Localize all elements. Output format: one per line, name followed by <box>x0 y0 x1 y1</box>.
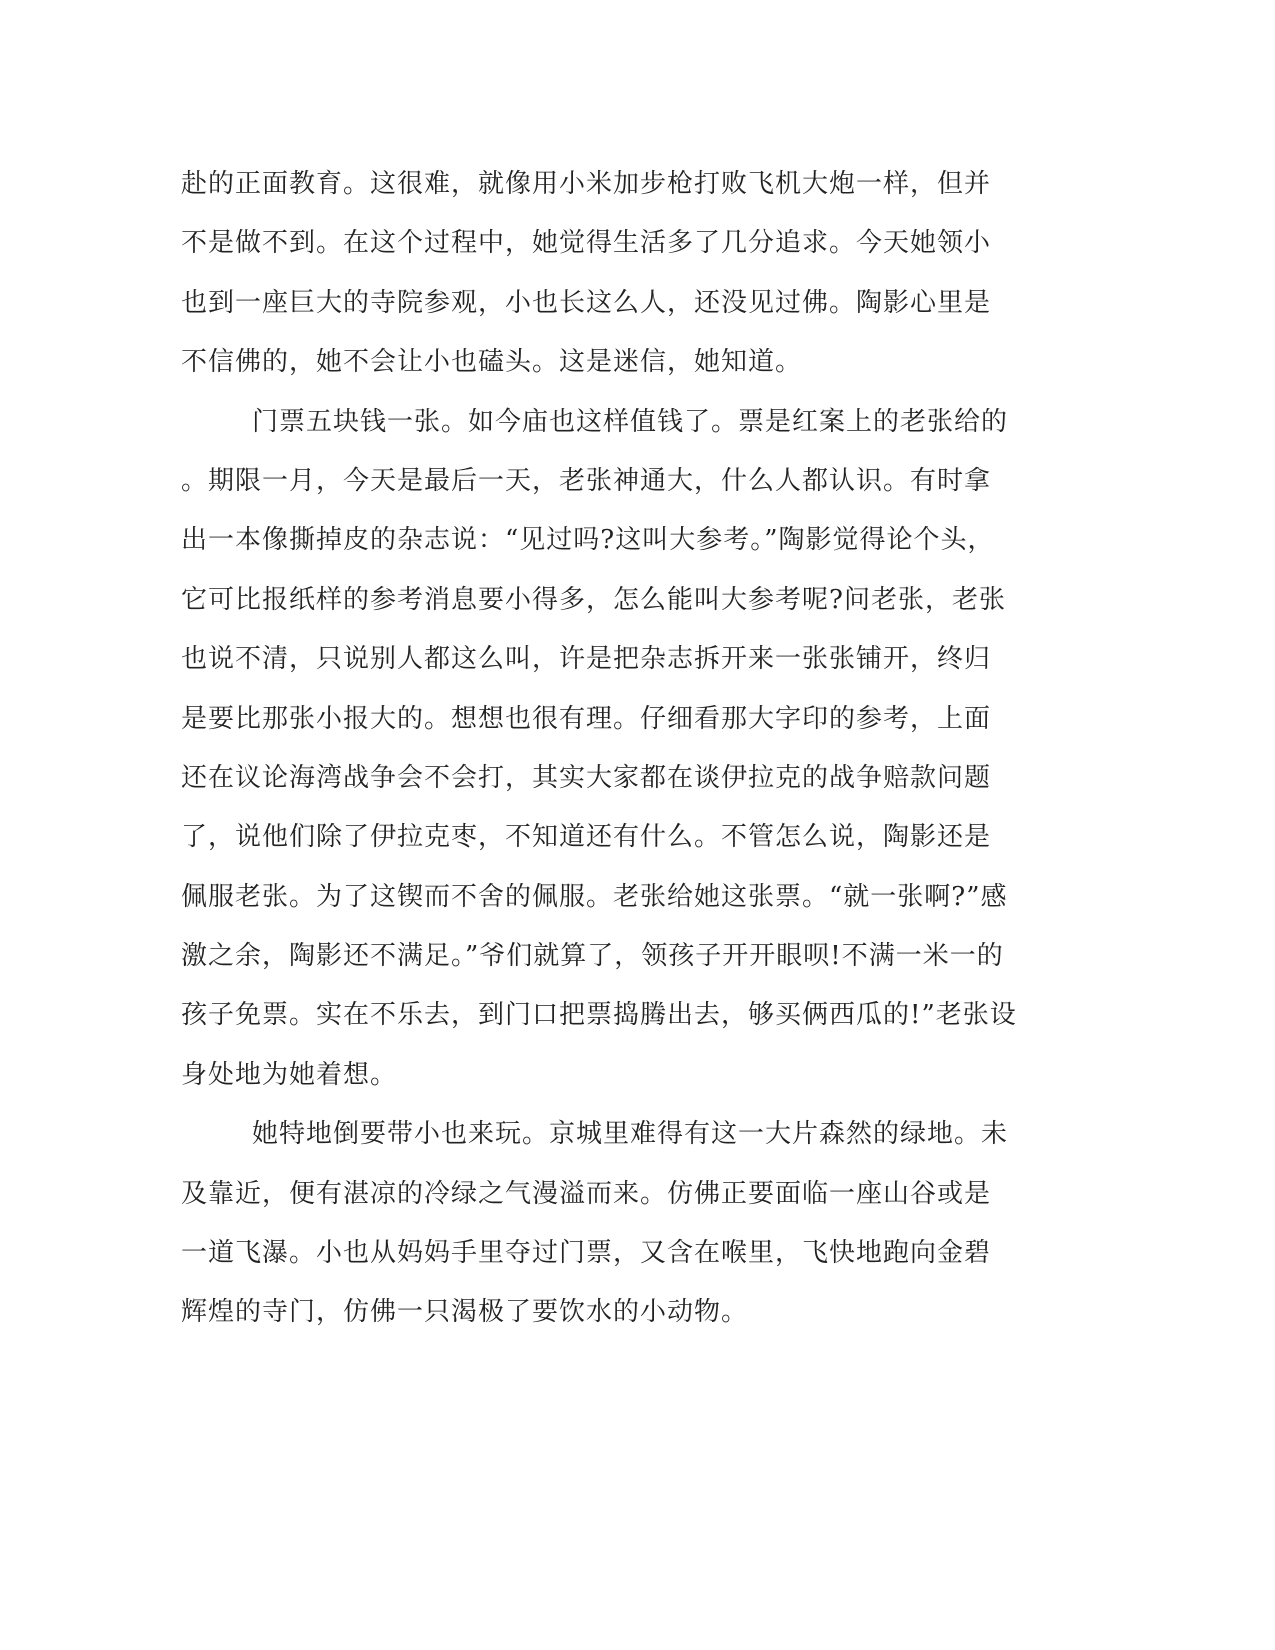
text-line: 一道飞瀑。小也从妈妈手里夺过门票，又含在喉里，飞快地跑向金碧 <box>181 1238 992 1269</box>
text-line: 激之余，陶影还不满足。”爷们就算了，领孩子开开眼呗!不满一米一的 <box>181 941 1004 972</box>
text-line: 不信佛的，她不会让小也磕头。这是迷信，她知道。 <box>181 347 803 378</box>
paragraph-3 <box>181 1105 1041 1343</box>
text-line: 身处地为她着想。 <box>181 1059 398 1090</box>
body-text <box>181 155 1041 1343</box>
text-line: 门票五块钱一张。如今庙也这样值钱了。票是红案上的老张给的 <box>252 406 1009 437</box>
text-line: 了，说他们除了伊拉克枣，不知道还有什么。不管怎么说，陶影还是 <box>181 822 992 853</box>
text-line: 它可比报纸样的参考消息要小得多，怎么能叫大参考呢?问老张，老张 <box>181 584 1006 615</box>
text-line: 不是做不到。在这个过程中，她觉得生活多了几分追求。今天她领小 <box>181 228 992 259</box>
paragraph-1 <box>181 155 1041 393</box>
text-line: 是要比那张小报大的。想想也很有理。仔细看那大字印的参考，上面 <box>181 703 992 734</box>
text-line: 辉煌的寺门，仿佛一只渴极了要饮水的小动物。 <box>181 1297 749 1328</box>
text-line: 及靠近，便有湛凉的冷绿之气漫溢而来。仿佛正要面临一座山谷或是 <box>181 1178 992 1209</box>
text-line: 也说不清，只说别人都这么叫，许是把杂志拆开来一张张铺开，终归 <box>181 644 992 675</box>
text-line: 孩子免票。实在不乐去，到门口把票捣腾出去，够买俩西瓜的!”老张设 <box>181 1000 1017 1031</box>
text-line: 。期限一月，今天是最后一天，老张神通大，什么人都认识。有时拿 <box>181 465 992 496</box>
text-line: 赴的正面教育。这很难，就像用小米加步枪打败飞机大炮一样，但并 <box>181 169 992 199</box>
text-line: 出一本像撕掉皮的杂志说：“见过吗?这叫大参考。”陶影觉得论个头， <box>181 525 995 556</box>
text-line: 她特地倒要带小也来玩。京城里难得有这一大片森然的绿地。未 <box>252 1119 1009 1150</box>
text-line: 还在议论海湾战争会不会打，其实大家都在谈伊拉克的战争赔款问题 <box>181 762 992 793</box>
text-line: 也到一座巨大的寺院参观，小也长这么人，还没见过佛。陶影心里是 <box>181 287 992 318</box>
paragraph-2 <box>181 393 1041 1106</box>
text-line: 佩服老张。为了这锲而不舍的佩服。老张给她这张票。“就一张啊?”感 <box>181 881 1008 912</box>
